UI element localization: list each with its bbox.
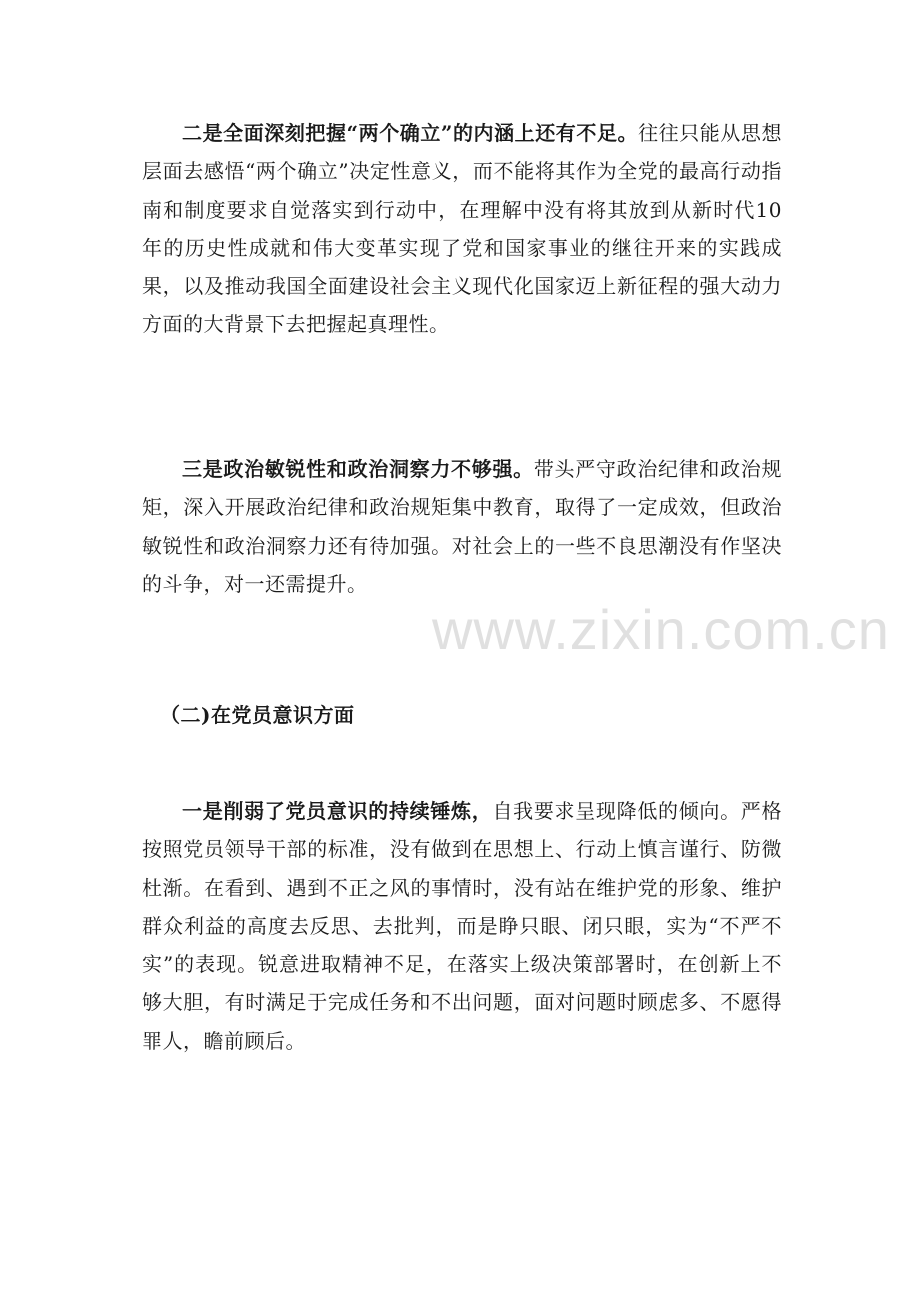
paragraph-lead: 三是政治敏锐性和政治洞察力不够强。 <box>182 457 534 481</box>
paragraph-body: 带头严守政治纪律和政治规矩，深入开展政治纪律和政治规矩集中教育，取得了一定成效，但政治敏锐性和政治洞察力还有待加强。对社会上的一些不良思潮没有作坚决的斗争，对一还需提升。 <box>142 457 783 596</box>
paragraph-body: 往往只能从思想层面去感悟“两个确立”决定性意义，而不能将其作为全党的最高行动指南和制度要求自觉落实到行动中，在理解中没有将其放到从新时代10年的历史性成就和伟大变革实现了党和国家事业的继往开来的实践成果，以及推动我国全面建设社会主义现代化国家迈上新征程的强大动力方面的大背景下去把握起真理性。 <box>142 121 783 337</box>
paragraph-political-sensitivity <box>142 450 782 603</box>
paragraph-body: 自我要求呈现降低的倾向。严格按照党员领导干部的标准，没有做到在思想上、行动上慎言谨行、防微杜渐。在看到、遇到不正之风的事情时，没有站在维护党的形象、维护群众利益的高度去反思、去批判，而是睁只眼、闭只眼，实为“不严不实”的表现。锐意进取精神不足，在落实上级决策部署时，在创新上不够大胆，有时满足于完成任务和不出问题，面对问题时顾虑多、不愿得罪人，瞻前顾后。 <box>142 799 783 1053</box>
watermark: www.zixin.com.cn <box>432 598 890 661</box>
section-heading: （二)在党员意识方面 <box>160 703 355 727</box>
paragraph-two-establishments <box>142 114 782 344</box>
paragraph-party-awareness <box>142 792 782 1060</box>
paragraph-lead: 二是全面深刻把握“两个确立”的内涵上还有不足。 <box>182 121 639 145</box>
paragraph-lead: 一是削弱了党员意识的持续锤炼， <box>182 799 493 823</box>
